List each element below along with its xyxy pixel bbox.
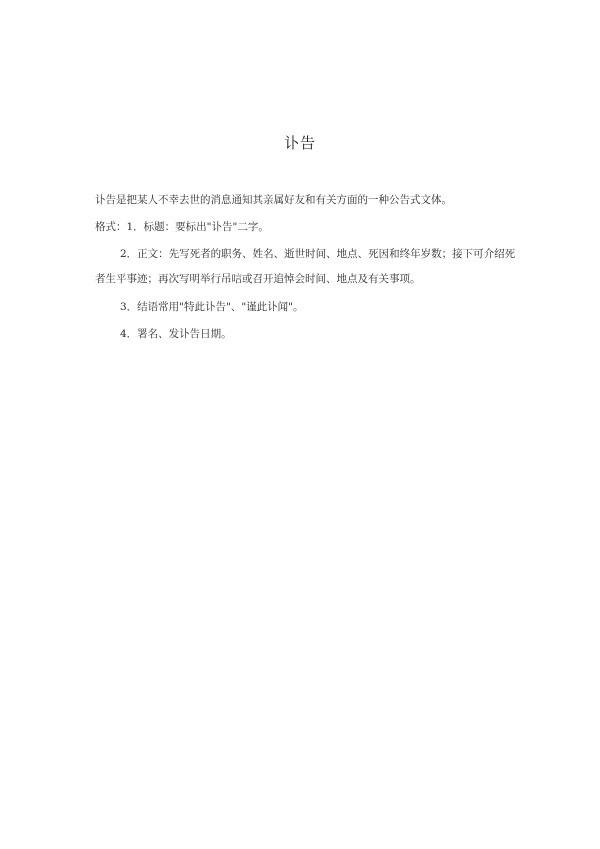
format-item-signature: 4．署名、发讣告日期。 — [120, 328, 232, 340]
document-title: 讣告 — [283, 134, 316, 152]
intro-paragraph: 讣告是把某人不幸去世的消息通知其亲属好友和有关方面的一种公告式文体。 — [95, 194, 452, 206]
format-item-body-line1: 2．正文：先写死者的职务、姓名、逝世时间、地点、死因和终年岁数；接下可介绍死 — [120, 248, 516, 260]
format-item-title: 格式：1．标题：要标出"讣告"二字。 — [95, 221, 269, 233]
format-item-closing: 3．结语常用"特此讣告"、"谨此讣闻"。 — [120, 301, 304, 313]
format-item-body-line2: 者生平事迹；再次写明举行吊唁或召开追悼会时间、地点及有关事项。 — [95, 273, 421, 285]
